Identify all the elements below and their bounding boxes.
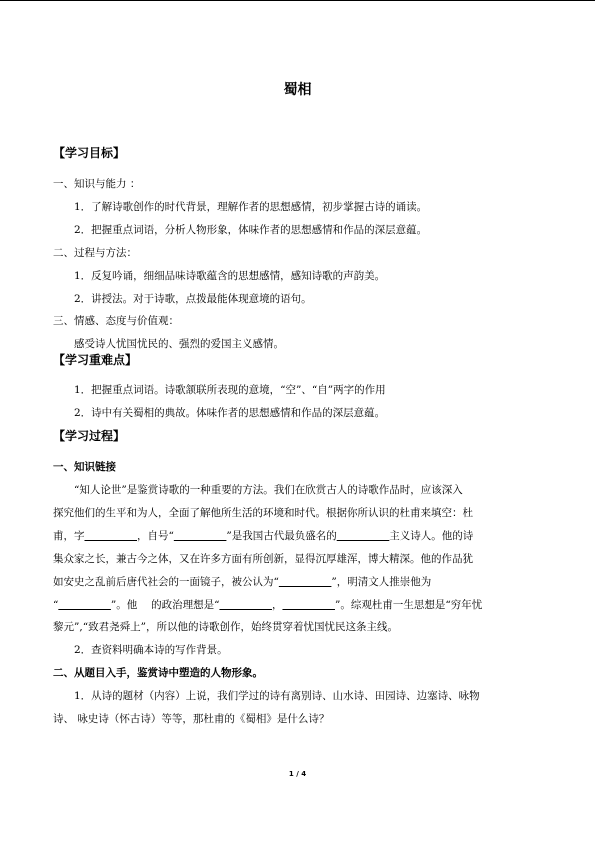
keypoint-1: 1．把握重点词语。诗歌颔联所表现的意境，“空”、“自”两字的作用 [74, 384, 386, 396]
fill-blank-recognized-as[interactable]: ＿＿＿＿＿ [278, 576, 332, 588]
subheading-character-image: 二、从题目入手，鉴赏诗中塑造的人物形象。 [53, 667, 263, 679]
goals-item-process-1: 1．反复吟诵，细细品味诗歌蕴含的思想感情，感知诗歌的声韵美。 [74, 270, 386, 282]
paragraph-text: 如安史之乱前后唐代社会的一面镜子，被公认为“ [53, 576, 279, 588]
subheading-knowledge-link: 一、知识链接 [53, 461, 116, 473]
goals-item-knowledge-1: 1．了解诗歌创作的时代背景，理解作者的思想感情，初步掌握古诗的诵读。 [74, 201, 428, 213]
goals-item-emotion: 三、情感、态度与价值观： [53, 315, 179, 327]
paragraph-text: ”。他 的政治理想是“ [110, 599, 220, 611]
goals-item-process-2: 2．讲授法。对于诗歌，点拨最能体现意境的语句。 [74, 293, 312, 305]
goals-item-process: 二、过程与方法： [53, 247, 137, 259]
fill-blank-ideal-1[interactable]: ＿＿＿＿＿ [219, 599, 272, 611]
paragraph-text: ， [271, 599, 283, 611]
paragraph-line-4: 集众家之长，兼古今之体，又在许多方面有所创新，显得沉厚雄浑，博大精深。他的作品犹 [53, 553, 473, 565]
top-border-line [0, 0, 595, 1]
question-1-line-2: 诗、 咏史诗（怀古诗）等等，那杜甫的《蜀相》是什么诗？ [53, 713, 330, 725]
page-title: 蜀相 [283, 82, 312, 98]
fill-blank-self-title[interactable]: ＿＿＿＿＿ [173, 530, 227, 542]
paragraph-text: 甫，字 [53, 530, 85, 542]
page-number: 1 / 4 [288, 770, 307, 778]
paragraph-text: 主义诗人。他的诗 [389, 530, 474, 542]
paragraph-text: ”是我国古代最负盛名的 [226, 530, 337, 542]
section-heading-process: 【学习过程】 [53, 429, 126, 443]
paragraph-line-1: “知人论世”是鉴赏诗歌的一种重要的方法。我们在欣赏古人的诗歌作品时，应该深入 [74, 484, 463, 496]
paragraph-text: ”，明清文人推崇他为 [331, 576, 432, 588]
paragraph-text: ”。综观杜甫一生思想是“穷年忧 [334, 599, 483, 611]
paragraph-line-7: 黎元”,“致君尧舜上”，所以他的诗歌创作，始终贯穿着忧国忧民这条主线。 [53, 621, 398, 633]
paragraph-line-6 [53, 598, 482, 612]
fill-blank-honored-as[interactable]: ＿＿＿＿＿ [58, 599, 111, 611]
paragraph-line-2: 探究他们的生平和为人，全面了解他所生活的环境和时代。根据你所认识的杜甫来填空：杜 [53, 507, 473, 519]
question-1-line-1: 1．从诗的题材（内容）上说，我们学过的诗有离别诗、山水诗、田园诗、边塞诗、咏物 [74, 690, 480, 702]
fill-blank-courtesy-name[interactable]: ＿＿＿＿＿ [84, 530, 137, 542]
goals-item-emotion-1: 感受诗人忧国忧民的、强烈的爱国主义感情。 [74, 338, 284, 350]
fill-blank-ism[interactable]: ＿＿＿＿＿ [336, 530, 390, 542]
keypoint-2: 2．诗中有关蜀相的典故。体味作者的思想感情和作品的深层意蕴。 [74, 407, 386, 419]
section-heading-keypoints: 【学习重难点】 [53, 353, 138, 367]
section-heading-goals: 【学习目标】 [53, 146, 126, 160]
paragraph-text: ，自号“ [137, 530, 174, 542]
paragraph-line-5 [53, 575, 431, 589]
paragraph-text: “ [53, 599, 59, 611]
paragraph-line-3 [53, 529, 473, 543]
goals-item-knowledge-2: 2．把握重点词语，分析人物形象，体味作者的思想感情和作品的深层意蕴。 [74, 224, 428, 236]
goals-item-knowledge: 一、知识与能力 ： [53, 178, 141, 190]
task-background: 2．查资料明确本诗的写作背景。 [74, 644, 228, 656]
fill-blank-ideal-2[interactable]: ＿＿＿＿＿ [282, 599, 335, 611]
